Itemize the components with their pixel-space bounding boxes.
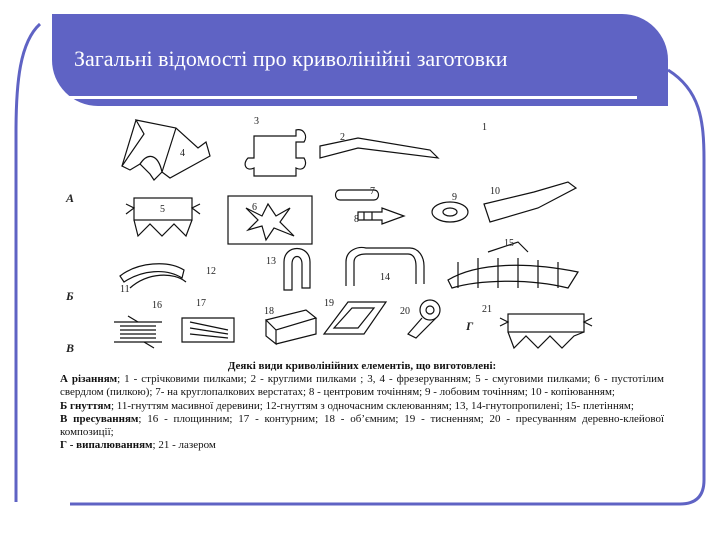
item-17-contour-press [182, 318, 234, 342]
item-4-moulded-block [122, 120, 210, 180]
page-title: Загальні відомості про криволінійні заготовки [74, 46, 508, 71]
caption-g-label: Г - випалюванням [60, 439, 153, 452]
number-2: 2 [340, 132, 345, 143]
item-13-bent-arc [284, 249, 310, 291]
number-5: 5 [160, 204, 165, 215]
caption-g [60, 439, 664, 452]
number-1: 1 [482, 122, 487, 133]
number-16: 16 [152, 300, 162, 311]
number-17: 17 [196, 298, 206, 309]
number-3: 3 [254, 116, 259, 127]
caption-a-text: ; 1 - стрічковими пилками; 2 - круглими пилками ; 3, 4 - фрезеруванням; 5 - смуговими пилками; 6 - пустотілим свердлом (пилкою); 7- на круглопалкових верстатах; 8 - центровим точінням; 9 - лобовим точінням; 10 - копіюванням; [60, 373, 664, 399]
caption-v-text: ; 16 - площинним; 17 - контурним; 18 - об’ємним; 19 - тисненням; 20 - пресуванням деревно-клейової композиції; [60, 412, 664, 439]
item-20-composite-part [408, 300, 440, 338]
caption-a-label: А різанням [60, 373, 118, 386]
section-b-label: Б [66, 289, 74, 303]
caption-b-label: Б гнуттям [60, 399, 111, 412]
item-9-ring [432, 202, 468, 222]
section-g-label: Г [466, 319, 474, 333]
number-20: 20 [400, 306, 410, 317]
figure-illustration [58, 112, 668, 360]
section-a-label: А [66, 191, 75, 205]
caption-v [60, 413, 664, 439]
number-8: 8 [354, 214, 359, 225]
item-3-puzzle [245, 130, 305, 176]
item-16-flat-press [114, 316, 162, 348]
number-10: 10 [490, 186, 500, 197]
caption-a [60, 373, 664, 399]
number-19: 19 [324, 298, 334, 309]
number-9: 9 [452, 192, 457, 203]
item-8-turned-piece [358, 208, 404, 224]
item-6-star-cut [228, 196, 312, 244]
number-6: 6 [252, 202, 257, 213]
caption-b-text: ; 11-гнуттям масивної деревини; 12-гнуттям з одночасним склеюванням; 13, 14-гнутопропилені; 15- плетінням; [110, 399, 634, 412]
item-21-laser-cut [500, 314, 592, 348]
number-12: 12 [206, 266, 216, 277]
caption-g-text: ; 21 - лазером [152, 439, 216, 452]
item-1-curved-bar [320, 138, 438, 158]
number-14: 14 [380, 272, 390, 283]
number-15: 15 [504, 238, 514, 249]
number-21: 21 [482, 304, 492, 315]
caption-v-label: В пресуванням [60, 412, 139, 425]
title-underline [52, 96, 637, 99]
figure-caption [60, 360, 664, 452]
number-7: 7 [370, 186, 375, 197]
number-18: 18 [264, 306, 274, 317]
section-v-label: В [66, 341, 75, 355]
caption-b [60, 400, 664, 413]
number-4: 4 [180, 148, 185, 159]
number-11: 11 [120, 284, 130, 295]
caption-heading: Деякі види криволінійних елементів, що виготовлені: [227, 360, 497, 372]
item-11-bent-strip [120, 264, 186, 288]
number-13: 13 [266, 256, 276, 267]
